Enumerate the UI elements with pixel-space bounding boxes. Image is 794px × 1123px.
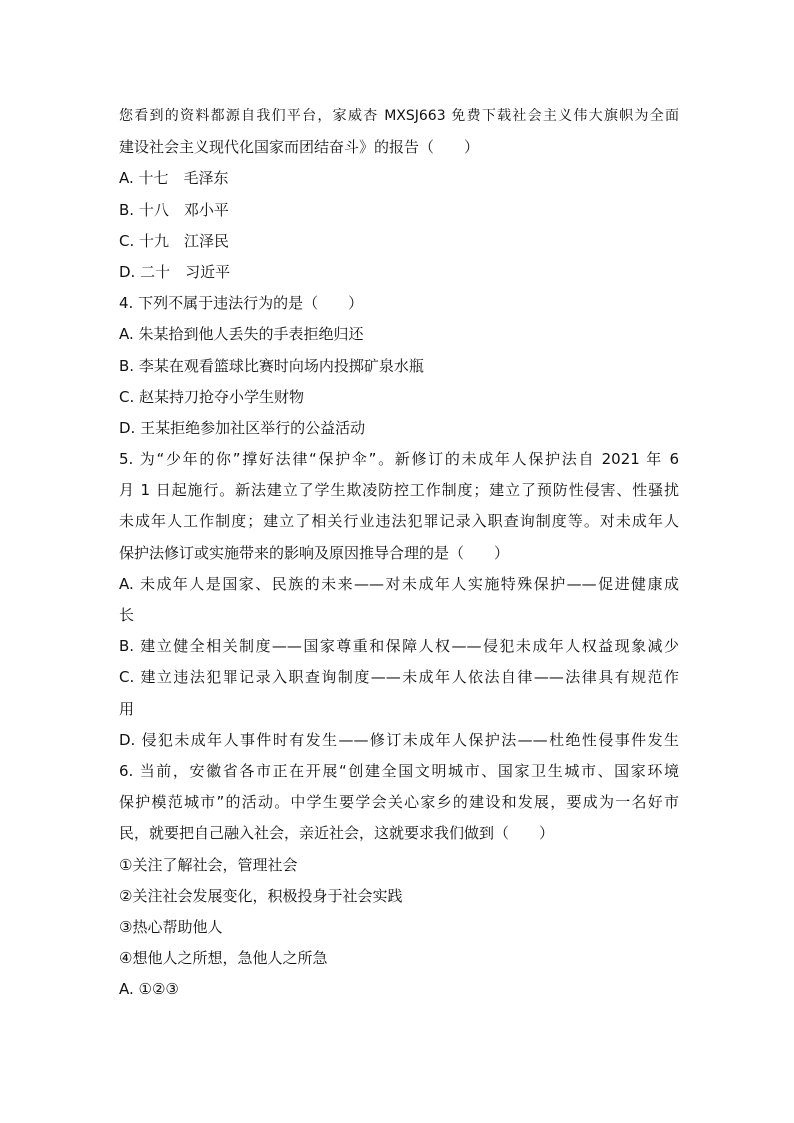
option-line: C. 赵某持刀抢夺小学生财物 <box>119 387 305 406</box>
option-line: ③热心帮助他人 <box>119 917 223 936</box>
option-line: 长 <box>119 606 135 624</box>
option-line: A. 十七 毛泽东 <box>119 169 229 188</box>
option-line: C. 十九 江泽民 <box>119 231 230 250</box>
question-line: 民，就要把自己融入社会，亲近社会，这就要求我们做到（ ） <box>119 824 555 843</box>
question-line: 6. 当前，安徽省各市正在开展“创建全国文明城市、国家卫生城市、国家环境 <box>119 761 679 780</box>
option-line: A. ①②③ <box>119 980 179 999</box>
question-line: 保护模范城市”的活动。中学生要学会关心家乡的建设和发展，要成为一名好市 <box>119 793 679 812</box>
option-line: D. 二十 习近平 <box>119 262 231 281</box>
option-line: 用 <box>119 699 135 718</box>
text-line: 您看到的资料都源自我们平台，家威杏 MXSJ663 免费下载社会主义伟大旗帜为全面 <box>119 108 679 124</box>
option-line: ①关注了解社会，管理社会 <box>119 855 298 874</box>
option-line: B. 十八 邓小平 <box>119 200 229 219</box>
option-line: D. 王某拒绝参加社区举行的公益活动 <box>119 418 366 437</box>
option-line: ④想他人之所想，急他人之所急 <box>119 949 328 968</box>
option-line: B. 李某在观看篮球比赛时向场内投掷矿泉水瓶 <box>119 356 424 375</box>
question-line: 月 1 日起施行。新法建立了学生欺凌防控工作制度；建立了预防性侵害、性骚扰 <box>119 481 679 500</box>
question-line: 未成年人工作制度；建立了相关行业违法犯罪记录入职查询制度等。对未成年人 <box>119 512 679 531</box>
option-line: A. 朱某拾到他人丢失的手表拒绝归还 <box>119 325 364 344</box>
option-line: B. 建立健全相关制度——国家尊重和保障人权——侵犯未成年人权益现象减少 <box>119 637 679 656</box>
question-line: 5. 为“少年的你”撑好法律“保护伞”。新修订的未成年人保护法自 2021 年 6 <box>119 450 679 469</box>
question-line: 保护法修订或实施带来的影响及原因推导合理的是（ ） <box>119 543 510 562</box>
option-line: ②关注社会发展变化，积极投身于社会实践 <box>119 886 403 905</box>
option-line: C. 建立违法犯罪记录入职查询制度——未成年人依法自律——法律具有规范作 <box>119 668 679 687</box>
option-line: A. 未成年人是国家、民族的未来——对未成年人实施特殊保护——促进健康成 <box>119 574 679 593</box>
option-line: D. 侵犯未成年人事件时有发生——修订未成年人保护法——杜绝性侵事件发生 <box>119 730 679 749</box>
text-line: 建设社会主义现代化国家而团结奋斗》的报告（ ） <box>119 138 480 157</box>
exam-text-body <box>119 101 679 1005</box>
question-line: 4. 下列不属于违法行为的是（ ） <box>119 294 364 313</box>
